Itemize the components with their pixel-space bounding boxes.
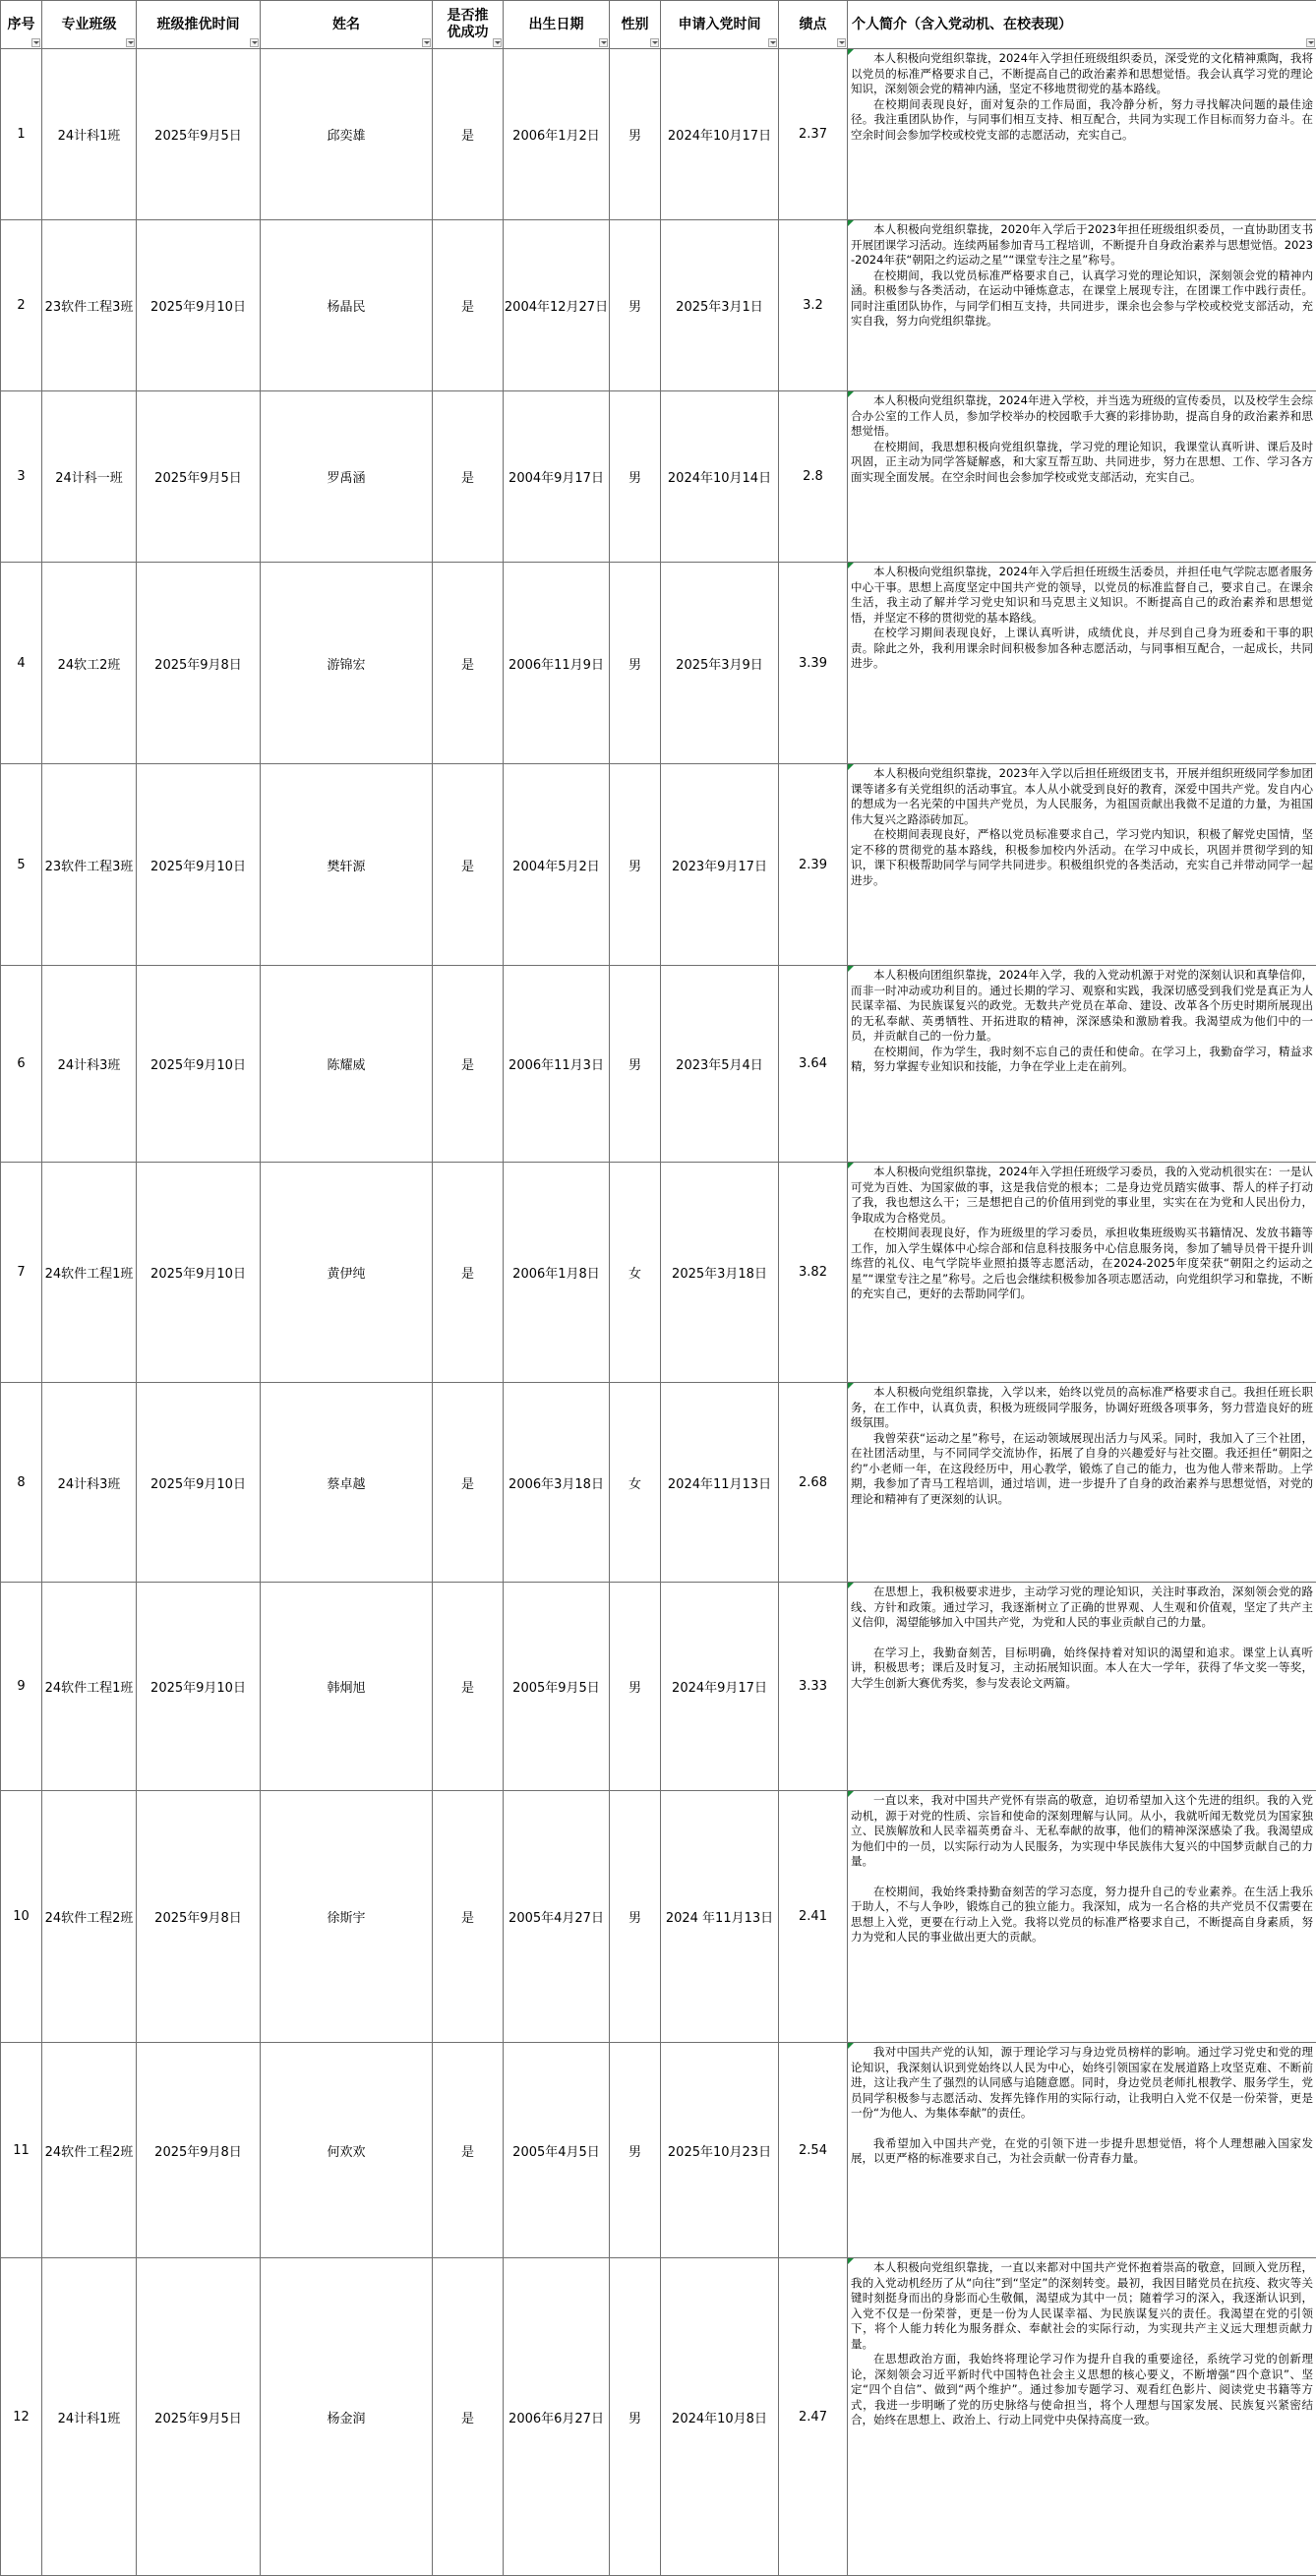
cell-class[interactable]: 24软件工程2班 <box>42 1791 137 2043</box>
intro-paragraph: 在校期间表现良好，面对复杂的工作局面，我冷静分析，努力寻找解决问题的最佳途径。我注重团队协作，与同事们相互支持、相互配合，共同为实现工作目标而努力奋斗。在空余时间会参加学校或校党支部的志愿活动，充实自己。 <box>851 97 1313 144</box>
filter-dropdown-icon[interactable] <box>250 38 259 47</box>
cell-gpa[interactable]: 2.54 <box>779 2043 848 2258</box>
cell-no[interactable]: 11 <box>1 2043 42 2258</box>
cell-no[interactable]: 7 <box>1 1163 42 1383</box>
intro-paragraph: 在学习上，我勤奋刻苦，目标明确，始终保持着对知识的渴望和追求。课堂上认真听讲，积极思考；课后及时复习，主动拓展知识面。本人在大一学年，获得了华文奖一等奖，大学生创新大赛优秀奖，参与发表论文两篇。 <box>851 1646 1313 1692</box>
cell-name[interactable]: 黄伊纯 <box>261 1163 433 1383</box>
cell-recommend-date[interactable]: 2025年9月10日 <box>137 1163 261 1383</box>
comment-indicator-icon <box>848 1383 854 1389</box>
filter-dropdown-icon[interactable] <box>650 38 659 47</box>
cell-name[interactable]: 邱奕雄 <box>261 49 433 220</box>
filter-dropdown-icon[interactable] <box>837 38 846 47</box>
intro-paragraph: 在校期间表现良好，严格以党员标准要求自己，学习党内知识，积极了解党史国情，坚定不移的贯彻党的基本路线，积极参加校内外活动。在学习中成长，巩固并贯彻学到的知识，课下积极帮助同学与同学共同进步。积极组织党的各类活动，充实自己并带动同学一起进步。 <box>851 827 1313 888</box>
intro-paragraph: 在校期间，我思想积极向党组织靠拢，学习党的理论知识，我课堂认真听讲、课后及时巩固，正主动为同学答疑解惑，和大家互帮互助、共同进步，努力在思想、工作、学习各方面实现全面发展。在空余时间也会参加学校或党支部活动，充实自己。 <box>851 440 1313 486</box>
intro-paragraph: 在校期间表现良好，作为班级里的学习委员，承担收集班级购买书籍情况、发放书籍等工作，加入学生媒体中心综合部和信息科技服务中心信息服务岗，参加了辅导员骨干提升训练营的礼仪、电气学院毕业照拍摄等志愿活动，在2024-2025年度荣获“朝阳之约运动之星”“课堂专注之星”称号。之后也会继续积极参加各项志愿活动，向党组织学习和靠拢，不断的充实自己，更好的去帮助同学们。 <box>851 1226 1313 1302</box>
cell-name[interactable]: 罗禹涵 <box>261 391 433 563</box>
cell-no[interactable]: 12 <box>1 2258 42 2576</box>
cell-apply-date[interactable]: 2024 年11月13日 <box>661 1791 779 2043</box>
cell-class[interactable]: 24计科1班 <box>42 49 137 220</box>
cell-success[interactable]: 是 <box>433 1163 504 1383</box>
cell-birth[interactable]: 2004年12月27日 <box>504 220 610 391</box>
cell-intro[interactable] <box>848 2043 1316 2258</box>
intro-paragraph: 在校期间，我以党员标准严格要求自己，认真学习党的理论知识，深刻领会党的精神内涵。积极参与各类活动，在运动中锤炼意志，在课堂上展现专注，在团课工作中践行责任。同时注重团队协作，与同学们相互支持，共同进步，课余也会参与学校或校党支部活动，充实自我，努力向党组织靠拢。 <box>851 269 1313 329</box>
cell-apply-date[interactable]: 2023年5月4日 <box>661 966 779 1163</box>
header-birth[interactable]: 出生日期 <box>504 1 610 49</box>
cell-recommend-date[interactable]: 2025年9月10日 <box>137 764 261 966</box>
cell-success[interactable]: 是 <box>433 49 504 220</box>
comment-indicator-icon <box>848 2043 854 2049</box>
cell-success[interactable]: 是 <box>433 220 504 391</box>
cell-class[interactable]: 24软件工程1班 <box>42 1583 137 1791</box>
cell-class[interactable]: 24计科3班 <box>42 966 137 1163</box>
cell-success[interactable]: 是 <box>433 2258 504 2576</box>
cell-birth[interactable]: 2005年4月27日 <box>504 1791 610 2043</box>
cell-success[interactable]: 是 <box>433 563 504 764</box>
intro-paragraph: 本人积极向党组织靠拢，2020年入学后于2023年担任班级组织委员，一直协助团支书开展团课学习活动。连续两届参加青马工程培训，不断提升自身政治素养与思想觉悟。2023-2024年获“朝阳之约运动之星”“课堂专注之星”称号。 <box>851 222 1313 269</box>
table-row <box>1 966 1316 1163</box>
cell-apply-date[interactable]: 2025年3月1日 <box>661 220 779 391</box>
cell-birth[interactable]: 2005年4月5日 <box>504 2043 610 2258</box>
comment-indicator-icon <box>848 2258 854 2264</box>
table-row <box>1 563 1316 764</box>
cell-recommend-date[interactable]: 2025年9月8日 <box>137 563 261 764</box>
cell-birth[interactable]: 2006年1月2日 <box>504 49 610 220</box>
intro-paragraph: 在校期间，我始终秉持勤奋刻苦的学习态度，努力提升自己的专业素养。在生活上我乐于助人，不与人争吵，锻炼自己的独立能力。我深知，成为一名合格的共产党员不仅需要在思想上入党，更要在行动上入党。我将以党员的标准严格要求自己，不断提高自身素质，努力为党和人民的事业做出更大的贡献。 <box>851 1885 1313 1946</box>
intro-paragraph: 在校学习期间表现良好，上课认真听讲，成绩优良，并尽到自己身为班委和干事的职责。除此之外，我利用课余时间积极参加各种志愿活动，与同事相互配合，一起成长，共同进步。 <box>851 626 1313 672</box>
intro-paragraph: 本人积极向党组织靠拢，一直以来都对中国共产党怀抱着崇高的敬意，回顾入党历程，我的入党动机经历了从“向往”到“坚定”的深刻转变。最初，我因目睹党员在抗疫、救灾等关键时刻挺身而出的身影而心生敬佩，渴望成为其中一员；随着学习的深入，我逐渐认识到，入党不仅是一份荣誉，更是一份为人民谋幸福、为民族谋复兴的责任。我渴望在党的引领下，将个人能力转化为服务群众、奉献社会的实际行动，为实现共产主义远大理想贡献力量。 <box>851 2260 1313 2352</box>
cell-birth[interactable]: 2006年11月9日 <box>504 563 610 764</box>
filter-dropdown-icon[interactable] <box>31 38 40 47</box>
intro-paragraph: 本人积极向团组织靠拢，2024年入学，我的入党动机源于对党的深刻认识和真挚信仰，而非一时冲动或功利目的。通过长期的学习、观察和实践，我深切感受到我们党是真正为人民谋幸福、为民族谋复兴的政党。无数共产党员在革命、建设、改革各个历史时期所展现出的无私奉献、英勇牺牲、开拓进取的精神，深深感染和激励着我。我渴望成为他们中的一员，并贡献自己的一份力量。 <box>851 968 1313 1045</box>
cell-gpa[interactable]: 2.47 <box>779 2258 848 2576</box>
cell-intro[interactable] <box>848 1791 1316 2043</box>
table-row <box>1 391 1316 563</box>
cell-no[interactable]: 5 <box>1 764 42 966</box>
cell-gender[interactable]: 男 <box>610 391 661 563</box>
comment-indicator-icon <box>848 563 854 569</box>
cell-birth[interactable]: 2006年6月27日 <box>504 2258 610 2576</box>
cell-birth[interactable]: 2006年1月8日 <box>504 1163 610 1383</box>
cell-class[interactable]: 24软工2班 <box>42 563 137 764</box>
header-row <box>1 1 1316 49</box>
comment-indicator-icon <box>848 49 854 55</box>
intro-paragraph: 在思想政治方面，我始终将理论学习作为提升自我的重要途径，系统学习党的创新理论，深刻领会习近平新时代中国特色社会主义思想的核心要义，不断增强“四个意识”、坚定“四个自信”、做到“两个维护”。通过参加专题学习、观看红色影片、阅读党史书籍等方式，我进一步明晰了党的历史脉络与使命担当，将个人理想与国家发展、民族复兴紧密结合，始终在思想上、政治上、行动上同党中央保持高度一致。 <box>851 2352 1313 2428</box>
table-row <box>1 764 1316 966</box>
cell-name[interactable]: 徐斯宇 <box>261 1791 433 2043</box>
cell-gender[interactable]: 男 <box>610 220 661 391</box>
cell-class[interactable]: 23软件工程3班 <box>42 764 137 966</box>
intro-paragraph: 我对中国共产党的认知，源于理论学习与身边党员榜样的影响。通过学习党史和党的理论知识，我深刻认识到党始终以人民为中心，始终引领国家在发展道路上攻坚克难、不断前进，这让我产生了强烈的认同感与追随意愿。同时，身边党员老师扎根教学、服务学生，党员同学积极参与志愿活动、发挥先锋作用的实际行动，让我明白入党不仅是一份荣誉，更是一份“为他人、为集体奉献”的责任。 <box>851 2045 1313 2122</box>
table-row <box>1 1791 1316 2043</box>
cell-intro[interactable] <box>848 220 1316 391</box>
cell-gpa[interactable]: 2.8 <box>779 391 848 563</box>
cell-no[interactable]: 3 <box>1 391 42 563</box>
cell-success[interactable]: 是 <box>433 764 504 966</box>
cell-recommend-date[interactable]: 2025年9月8日 <box>137 1791 261 2043</box>
cell-recommend-date[interactable]: 2025年9月5日 <box>137 391 261 563</box>
cell-name[interactable]: 何欢欢 <box>261 2043 433 2258</box>
cell-apply-date[interactable]: 2025年10月23日 <box>661 2043 779 2258</box>
cell-class[interactable]: 24软件工程1班 <box>42 1163 137 1383</box>
cell-success[interactable]: 是 <box>433 966 504 1163</box>
header-gender[interactable]: 性别 <box>610 1 661 49</box>
table-row <box>1 1163 1316 1383</box>
table-row <box>1 49 1316 220</box>
header-class[interactable]: 专业班级 <box>42 1 137 49</box>
intro-paragraph: 本人积极向党组织靠拢，2024年入学担任班级学习委员，我的入党动机很实在：一是认可党为百姓、为国家做的事，这是我信党的根本；二是身边党员踏实做事、帮人的样子打动了我，我也想这么干；三是想把自己的价值用到党的事业里，实实在在为党和人民出份力，争取成为合格党员。 <box>851 1165 1313 1226</box>
filter-dropdown-icon[interactable] <box>768 38 777 47</box>
table-row <box>1 1383 1316 1583</box>
cell-birth[interactable]: 2004年5月2日 <box>504 764 610 966</box>
cell-class[interactable]: 23软件工程3班 <box>42 220 137 391</box>
cell-gender[interactable]: 男 <box>610 1791 661 2043</box>
cell-apply-date[interactable]: 2024年11月13日 <box>661 1383 779 1583</box>
filter-dropdown-icon[interactable] <box>1306 38 1315 47</box>
cell-gender[interactable]: 男 <box>610 563 661 764</box>
cell-gpa[interactable]: 2.37 <box>779 49 848 220</box>
cell-gpa[interactable]: 3.2 <box>779 220 848 391</box>
cell-no[interactable]: 4 <box>1 563 42 764</box>
table-row <box>1 220 1316 391</box>
cell-name[interactable]: 韩炯旭 <box>261 1583 433 1791</box>
cell-intro[interactable] <box>848 1163 1316 1383</box>
intro-paragraph: 一直以来，我对中国共产党怀有崇高的敬意，迫切希望加入这个先进的组织。我的入党动机，源于对党的性质、宗旨和使命的深刻理解与认同。从小，我就听闻无数党员为国家独立、民族解放和人民幸福英勇奋斗、无私奉献的故事，他们的精神深深感染了我。我渴望成为他们中的一员，以实际行动为人民服务，为实现中华民族伟大复兴的中国梦贡献自己的力量。 <box>851 1793 1313 1870</box>
cell-gpa[interactable]: 3.82 <box>779 1163 848 1383</box>
cell-gender[interactable]: 女 <box>610 1383 661 1583</box>
cell-gpa[interactable]: 3.39 <box>779 563 848 764</box>
cell-success[interactable]: 是 <box>433 2043 504 2258</box>
cell-apply-date[interactable]: 2024年10月14日 <box>661 391 779 563</box>
table-row <box>1 1583 1316 1791</box>
cell-name[interactable]: 樊轩源 <box>261 764 433 966</box>
cell-class[interactable]: 24软件工程2班 <box>42 2043 137 2258</box>
intro-paragraph: 本人积极向党组织靠拢，2024年入学后担任班级生活委员，并担任电气学院志愿者服务中心干事。思想上高度坚定中国共产党的领导，以党员的标准监督自己，要求自己。在课余生活，我主动了解并学习党史知识和马克思主义知识。不断提高自己的政治素养和思想觉悟，并坚定不移的贯彻党的基本路线。 <box>851 565 1313 626</box>
cell-recommend-date[interactable]: 2025年9月5日 <box>137 2258 261 2576</box>
cell-no[interactable]: 9 <box>1 1583 42 1791</box>
header-apply-date[interactable]: 申请入党时间 <box>661 1 779 49</box>
intro-paragraph: 本人积极向党组织靠拢，入学以来，始终以党员的高标准严格要求自己。我担任班长职务，在工作中，认真负责，积极为班级同学服务，协调好班级各项事务，努力营造良好的班级氛围。 <box>851 1385 1313 1431</box>
cell-gender[interactable]: 男 <box>610 2043 661 2258</box>
cell-gender[interactable]: 男 <box>610 966 661 1163</box>
comment-indicator-icon <box>848 1791 854 1797</box>
filter-dropdown-icon[interactable] <box>126 38 135 47</box>
cell-birth[interactable]: 2006年3月18日 <box>504 1383 610 1583</box>
header-name[interactable]: 姓名 <box>261 1 433 49</box>
intro-paragraph: 本人积极向党组织靠拢，2024年入学担任班级组织委员，深受党的文化精神熏陶，我将以党员的标准严格要求自己，不断提高自己的政治素养和思想觉悟。我会认真学习党的理论知识，深刻领会党的精神内涵，坚定不移地贯彻党的基本路线。 <box>851 51 1313 97</box>
cell-gender[interactable]: 男 <box>610 49 661 220</box>
cell-name[interactable]: 杨金润 <box>261 2258 433 2576</box>
cell-no[interactable]: 8 <box>1 1383 42 1583</box>
cell-intro[interactable] <box>848 49 1316 220</box>
intro-paragraph: 本人积极向党组织靠拢，2024年进入学校，并当选为班级的宣传委员，以及校学生会综合办公室的工作人员，参加学校举办的校园歌手大赛的彩排协助，提高自身的政治素养和思想觉悟。 <box>851 393 1313 440</box>
cell-no[interactable]: 1 <box>1 49 42 220</box>
comment-indicator-icon <box>848 391 854 397</box>
cell-intro[interactable] <box>848 2258 1316 2576</box>
cell-name[interactable]: 陈耀威 <box>261 966 433 1163</box>
cell-recommend-date[interactable]: 2025年9月10日 <box>137 1383 261 1583</box>
cell-intro[interactable] <box>848 563 1316 764</box>
table-body <box>1 49 1316 2576</box>
cell-gpa[interactable]: 2.68 <box>779 1383 848 1583</box>
cell-class[interactable]: 24计科3班 <box>42 1383 137 1583</box>
header-intro[interactable]: 个人简介（含入党动机、在校表现） <box>848 1 1316 49</box>
filter-dropdown-icon[interactable] <box>599 38 608 47</box>
header-success[interactable]: 是否推优成功 <box>433 1 504 49</box>
header-recommend-date[interactable]: 班级推优时间 <box>137 1 261 49</box>
cell-apply-date[interactable]: 2024年10月8日 <box>661 2258 779 2576</box>
cell-intro[interactable] <box>848 391 1316 563</box>
cell-success[interactable]: 是 <box>433 391 504 563</box>
cell-gender[interactable]: 女 <box>610 1163 661 1383</box>
cell-no[interactable]: 6 <box>1 966 42 1163</box>
cell-birth[interactable]: 2004年9月17日 <box>504 391 610 563</box>
cell-birth[interactable]: 2005年9月5日 <box>504 1583 610 1791</box>
cell-recommend-date[interactable]: 2025年9月8日 <box>137 2043 261 2258</box>
cell-name[interactable]: 蔡卓越 <box>261 1383 433 1583</box>
cell-recommend-date[interactable]: 2025年9月10日 <box>137 966 261 1163</box>
cell-intro[interactable] <box>848 764 1316 966</box>
header-gpa[interactable]: 绩点 <box>779 1 848 49</box>
cell-success[interactable]: 是 <box>433 1383 504 1583</box>
comment-indicator-icon <box>848 966 854 972</box>
cell-gender[interactable]: 男 <box>610 1583 661 1791</box>
table-row <box>1 2258 1316 2576</box>
comment-indicator-icon <box>848 220 854 226</box>
filter-dropdown-icon[interactable] <box>493 38 502 47</box>
cell-apply-date[interactable]: 2024年10月17日 <box>661 49 779 220</box>
intro-paragraph: 本人积极向党组织靠拢，2023年入学以后担任班级团支书，开展并组织班级同学参加团课等诸多有关党组织的活动事宜。本人从小就受到良好的教育，深爱中国共产党。发自内心的想成为一名光荣的中国共产党员，为人民服务，为祖国贡献出我微不足道的力量，为祖国伟大复兴之路添砖加瓦。 <box>851 766 1313 827</box>
cell-intro[interactable] <box>848 966 1316 1163</box>
cell-gpa[interactable]: 2.41 <box>779 1791 848 2043</box>
comment-indicator-icon <box>848 1163 854 1168</box>
cell-gpa[interactable]: 3.64 <box>779 966 848 1163</box>
cell-gender[interactable]: 男 <box>610 2258 661 2576</box>
intro-paragraph: 我曾荣获“运动之星”称号，在运动领域展现出活力与风采。同时，我加入了三个社团，在社团活动里，与不同同学交流协作，拓展了自身的兴趣爱好与社交圈。我还担任“朝阳之约”小老师一年，在这段经历中，用心教学，锻炼了自己的能力，也为他人带来帮助。上学期，我参加了青马工程培训，通过培训，进一步提升了自身的政治素养与思想觉悟，对党的理论和精神有了更深刻的认识。 <box>851 1431 1313 1508</box>
intro-paragraph: 在思想上，我积极要求进步，主动学习党的理论知识，关注时事政治，深刻领会党的路线、方针和政策。通过学习，我逐渐树立了正确的世界观、人生观和价值观，坚定了共产主义信仰，渴望能够加入中国共产党，为党和人民的事业贡献自己的力量。 <box>851 1585 1313 1631</box>
cell-apply-date[interactable]: 2025年3月18日 <box>661 1163 779 1383</box>
cell-name[interactable]: 游锦宏 <box>261 563 433 764</box>
comment-indicator-icon <box>848 764 854 770</box>
cell-no[interactable]: 10 <box>1 1791 42 2043</box>
cell-success[interactable]: 是 <box>433 1791 504 2043</box>
cell-class[interactable]: 24计科一班 <box>42 391 137 563</box>
comment-indicator-icon <box>848 1583 854 1588</box>
intro-paragraph: 我希望加入中国共产党，在党的引领下进一步提升思想觉悟，将个人理想融入国家发展，以更严格的标准要求自己，为社会贡献一份青春力量。 <box>851 2136 1313 2167</box>
cell-class[interactable]: 24计科1班 <box>42 2258 137 2576</box>
cell-success[interactable]: 是 <box>433 1583 504 1791</box>
cell-apply-date[interactable]: 2024年9月17日 <box>661 1583 779 1791</box>
cell-recommend-date[interactable]: 2025年9月10日 <box>137 220 261 391</box>
cell-gpa[interactable]: 2.39 <box>779 764 848 966</box>
cell-name[interactable]: 杨晶民 <box>261 220 433 391</box>
cell-intro[interactable] <box>848 1583 1316 1791</box>
cell-gpa[interactable]: 3.33 <box>779 1583 848 1791</box>
cell-apply-date[interactable]: 2023年9月17日 <box>661 764 779 966</box>
cell-apply-date[interactable]: 2025年3月9日 <box>661 563 779 764</box>
cell-recommend-date[interactable]: 2025年9月10日 <box>137 1583 261 1791</box>
table-row <box>1 2043 1316 2258</box>
header-no[interactable]: 序号 <box>1 1 42 49</box>
cell-recommend-date[interactable]: 2025年9月5日 <box>137 49 261 220</box>
cell-gender[interactable]: 男 <box>610 764 661 966</box>
intro-paragraph: 在校期间，作为学生，我时刻不忘自己的责任和使命。在学习上，我勤奋学习，精益求精，努力掌握专业知识和技能，力争在学业上走在前列。 <box>851 1045 1313 1075</box>
cell-intro[interactable] <box>848 1383 1316 1583</box>
filter-dropdown-icon[interactable] <box>422 38 431 47</box>
cell-birth[interactable]: 2006年11月3日 <box>504 966 610 1163</box>
cell-no[interactable]: 2 <box>1 220 42 391</box>
